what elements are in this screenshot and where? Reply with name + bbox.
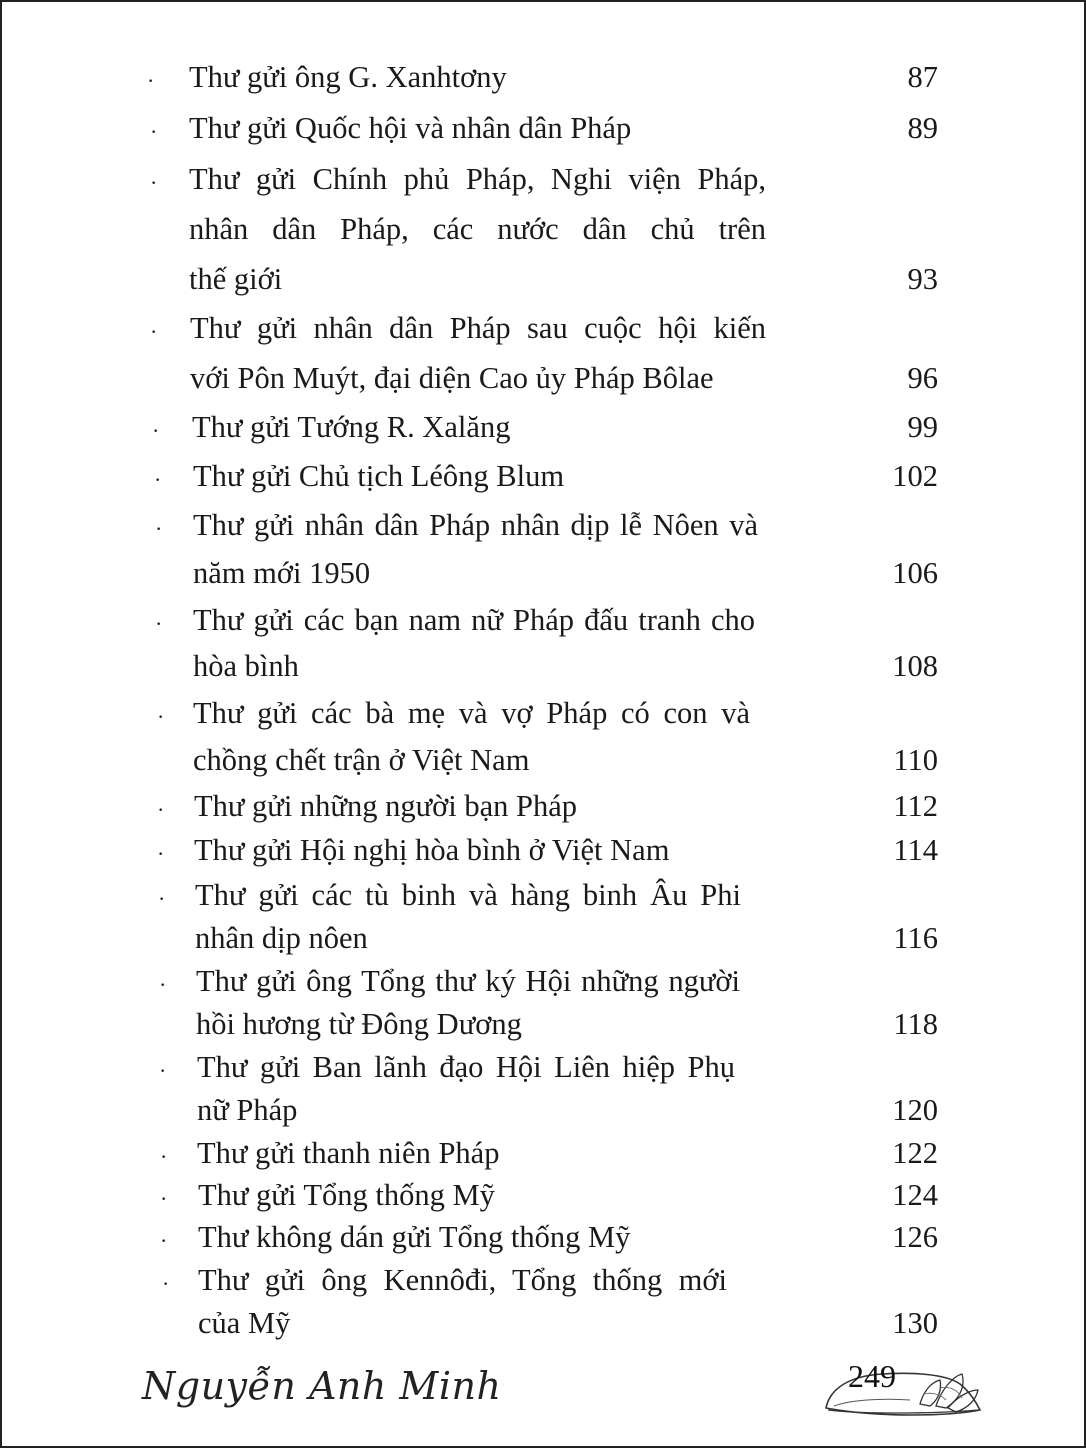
toc-entry-title-line: Thư không dán gửi Tổng thống Mỹ — [198, 1220, 631, 1254]
bullet-icon: · — [157, 797, 165, 822]
bullet-icon: · — [157, 704, 165, 729]
bullet-icon: · — [150, 319, 158, 344]
bullet-icon: · — [155, 516, 163, 541]
toc-entry-title-line: với Pôn Muýt, đại diện Cao ủy Pháp Bôlae — [190, 361, 714, 395]
toc-entry-page-number: 120 — [892, 1093, 938, 1127]
toc-entry-title-line: Thư gửi những người bạn Pháp — [194, 789, 577, 823]
toc-entry-page-number: 130 — [892, 1306, 938, 1340]
toc-entry-title-line: chồng chết trận ở Việt Nam — [193, 743, 530, 777]
toc-entry-title-line: Thư gửi Tổng thống Mỹ — [198, 1178, 495, 1212]
toc-entry-title-line: Thư gửi nhân dân Pháp sau cuộc hội kiến — [190, 311, 766, 345]
bullet-icon: · — [160, 1228, 168, 1253]
toc-entry-title-line: Thư gửi nhân dân Pháp nhân dịp lễ Nôen và — [193, 508, 758, 542]
toc-entry-title-line: nhân dân Pháp, các nước dân chủ trên — [189, 212, 766, 246]
bullet-icon: · — [155, 611, 163, 636]
toc-entry-page-number: 108 — [892, 649, 938, 683]
bullet-icon: · — [150, 119, 158, 144]
toc-entry-title-line: Thư gửi các bạn nam nữ Pháp đấu tranh cho — [193, 603, 755, 637]
bullet-icon: · — [147, 68, 155, 93]
page-number: 249 — [848, 1358, 896, 1394]
toc-entry-title-line: thế giới — [189, 262, 283, 296]
toc-entry-page-number: 122 — [892, 1136, 938, 1170]
toc-entry-title-line: hòa bình — [193, 649, 299, 683]
toc-entry-page-number: 126 — [892, 1220, 938, 1254]
toc-entry-page-number: 112 — [893, 789, 938, 823]
toc-entry-page-number: 96 — [907, 361, 938, 395]
toc-entry-title-line: Thư gửi ông Kennôđi, Tổng thống mới — [198, 1263, 727, 1297]
toc-entry-page-number: 124 — [892, 1178, 938, 1212]
bullet-icon: · — [158, 886, 166, 911]
author-signature: Nguyễn Anh Minh — [142, 1364, 502, 1408]
toc-entry-page-number: 114 — [893, 833, 938, 867]
toc-entry-page-number: 99 — [907, 410, 938, 444]
toc-entry-page-number: 116 — [893, 921, 938, 955]
toc-entry-title-line: nữ Pháp — [197, 1093, 298, 1127]
toc-entry-title-line: Thư gửi các bà mẹ và vợ Pháp có con và — [193, 696, 750, 730]
toc-entry-title-line: Thư gửi các tù binh và hàng binh Âu Phi — [195, 878, 741, 912]
toc-entry-page-number: 106 — [892, 556, 938, 590]
toc-entry-page-number: 118 — [893, 1007, 938, 1041]
toc-entry-page-number: 93 — [907, 262, 938, 296]
bullet-icon: · — [152, 418, 160, 443]
toc-entry-title-line: Thư gửi Quốc hội và nhân dân Pháp — [189, 111, 632, 145]
toc-entry-title-line: Thư gửi ông G. Xanhtơny — [189, 60, 507, 94]
toc-entry-title-line: Thư gửi ông Tổng thư ký Hội những người — [196, 964, 740, 998]
table-of-contents — [2, 2, 1086, 1450]
toc-entry-title-line: của Mỹ — [198, 1306, 291, 1340]
toc-entry-title-line: Thư gửi Chủ tịch Léông Blum — [193, 459, 565, 493]
bullet-icon: · — [159, 1058, 167, 1083]
bullet-icon: · — [154, 467, 162, 492]
toc-entry-page-number: 87 — [907, 60, 938, 94]
toc-entry-page-number: 110 — [893, 743, 938, 777]
lotus-ornament-icon — [820, 1354, 985, 1420]
toc-entry-title-line: nhân dịp nôen — [195, 921, 368, 955]
toc-entry-title-line: Thư gửi Tướng R. Xalăng — [192, 410, 511, 444]
bullet-icon: · — [160, 1186, 168, 1211]
bullet-icon: · — [150, 170, 158, 195]
bullet-icon: · — [157, 841, 165, 866]
toc-entry-title-line: năm mới 1950 — [193, 556, 371, 590]
bullet-icon: · — [159, 972, 167, 997]
toc-entry-title-line: Thư gửi thanh niên Pháp — [197, 1136, 500, 1170]
toc-entry-title-line: Thư gửi Chính phủ Pháp, Nghi viện Pháp, — [189, 162, 766, 196]
toc-entry-title-line: Thư gửi Hội nghị hòa bình ở Việt Nam — [194, 833, 670, 867]
toc-entry-page-number: 89 — [907, 111, 938, 145]
toc-entry-page-number: 102 — [892, 459, 938, 493]
toc-entry-title-line: Thư gửi Ban lãnh đạo Hội Liên hiệp Phụ — [197, 1050, 735, 1084]
toc-entry-title-line: hồi hương từ Đông Dương — [196, 1007, 522, 1041]
bullet-icon: · — [160, 1144, 168, 1169]
bullet-icon: · — [162, 1271, 170, 1296]
